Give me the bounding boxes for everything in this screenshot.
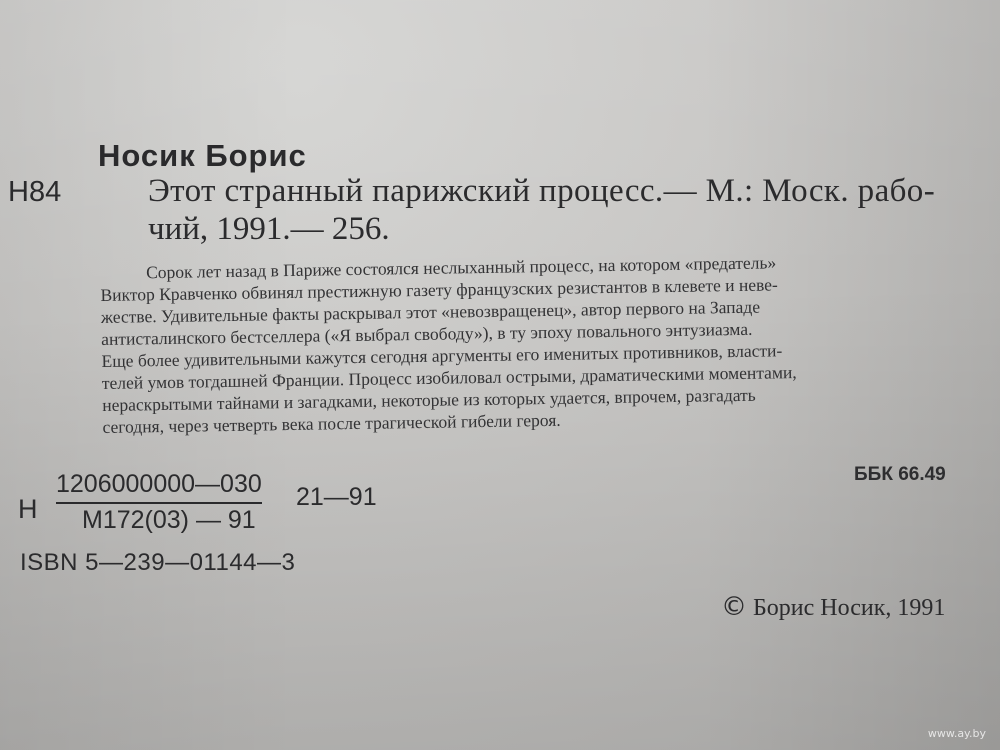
index-suffix: 21—91: [296, 483, 377, 511]
author-name: Носик Борис: [98, 138, 307, 173]
copyright-icon: ©: [721, 592, 747, 622]
isbn: ISBN 5—239—01144—3: [20, 549, 296, 576]
annotation-paragraph: [100, 248, 973, 438]
catalog-code: Н84: [8, 176, 62, 208]
annotation-line: жестве. Удивительные факты раскрывал этот «невозвращенец», автор первого на Западе: [100, 296, 761, 327]
annotation-line: нераскрытыми тайнами и загадками, некоторые из которых удается, впрочем, разгадать: [102, 384, 756, 415]
index-fraction: [56, 470, 262, 535]
title-line: Этот странный парижский процесс.— М.: Моск. рабо-: [148, 173, 936, 209]
watermark: www.ay.by: [927, 727, 986, 740]
bibliographic-title: [148, 172, 978, 248]
annotation-line: Виктор Кравченко обвинял престижную газету французских резистантов в клевете и неве-: [100, 274, 778, 305]
index-denominator: М172(03) — 91: [82, 506, 256, 534]
index-numerator: 1206000000—030: [56, 470, 262, 504]
annotation-line: сегодня, через четверть века после трагической гибели героя.: [102, 409, 561, 437]
bbk-code: ББК 66.49: [854, 464, 946, 485]
annotation-line: телей умов тогдашней Франции. Процесс изобиловал острыми, драматическими моментами,: [101, 362, 797, 393]
index-letter: Н: [18, 494, 38, 524]
annotation-line: Еще более удивительными кажутся сегодня аргументы его именитых противников, власти-: [101, 340, 783, 371]
annotation-line: Сорок лет назад в Париже состоялся неслыханный процесс, на котором «предатель»: [146, 252, 777, 283]
title-line: чий, 1991.— 256.: [148, 211, 390, 247]
copyright-line: [721, 592, 945, 622]
annotation-line: антисталинского бестселлера («Я выбрал свободу»), в ту эпоху повального энтузиазма.: [101, 318, 753, 349]
copyright-text: Борис Носик, 1991: [753, 595, 946, 621]
